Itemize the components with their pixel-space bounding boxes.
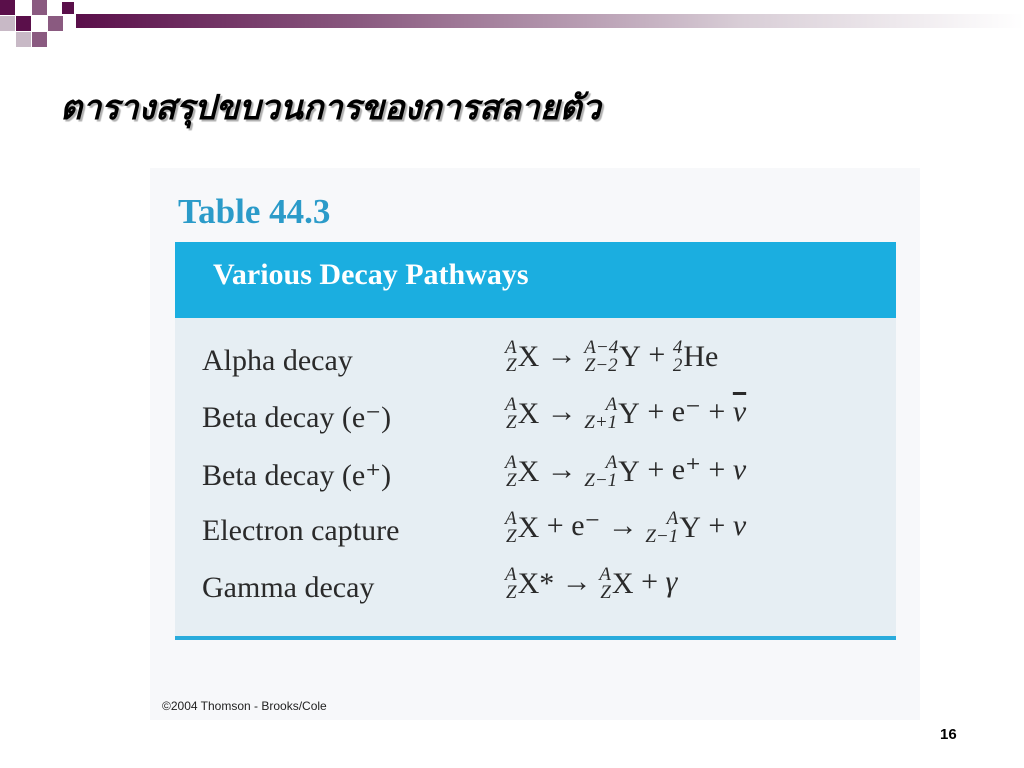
row-name-beta-minus: Beta decay (e⁻) (202, 401, 392, 434)
copyright-notice: ©2004 Thomson - Brooks/Cole (162, 699, 327, 713)
table-bottom-rule (175, 636, 896, 640)
row-name-electron-capture: Electron capture (202, 514, 400, 547)
row-name-beta-plus: Beta decay (e⁺) (202, 459, 392, 492)
table-caption: Various Decay Pathways (213, 258, 529, 291)
row-equation-electron-capture: A Z X + e⁻ → A Z−1 Y + ν (505, 508, 747, 548)
row-name-gamma: Gamma decay (202, 571, 375, 604)
row-equation-beta-plus: A Z X → A Z−1 Y + e⁺ + ν (505, 452, 747, 492)
slide-title: ตารางสรุปขบวนการของการสลายตัว (60, 88, 601, 128)
row-name-alpha: Alpha decay (202, 344, 353, 377)
row-equation-alpha: A Z X → A−4 Z−2 Y + 4 2 He (505, 337, 719, 377)
row-equation-beta-minus: A Z X → A Z+1 Y + $e^- + \overline{\nu}$ (505, 394, 747, 434)
header-gradient-bar (76, 14, 1024, 28)
row-equation-gamma: A Z X* → A Z X + γ (505, 564, 678, 604)
table-heading: Table 44.3 (178, 192, 331, 231)
page-number: 16 (940, 726, 957, 743)
